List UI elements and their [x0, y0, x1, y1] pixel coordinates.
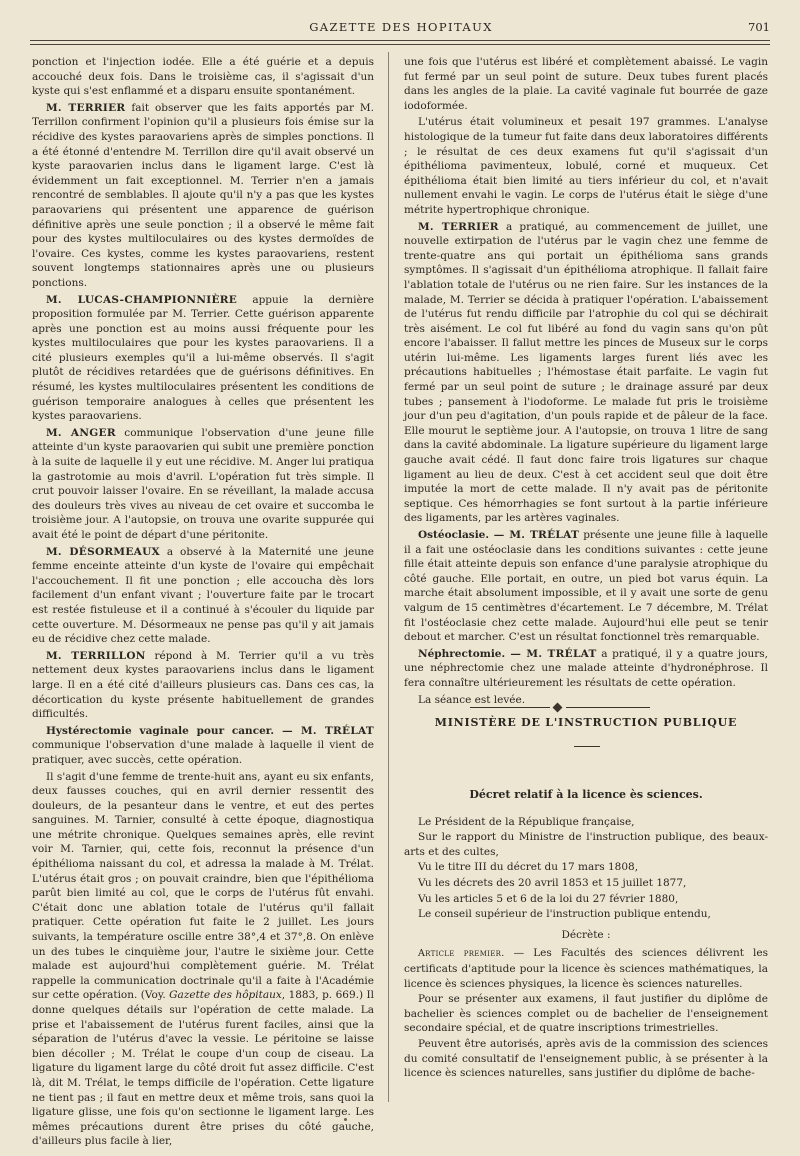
right-column: [404, 55, 768, 735]
journal-title: GAZETTE DES HOPITAUX: [309, 20, 493, 34]
page-number: 701: [748, 20, 770, 34]
paragraph: Vu le titre III du décret du 17 mars 1808,: [418, 861, 639, 874]
speaker-name: — M. TRÉLAT: [274, 724, 375, 737]
speaker-name: M. TERRIER: [418, 220, 499, 233]
section-heading: Ostéoclasie.: [418, 529, 490, 541]
speaker-name: — M. TRÉLAT: [489, 529, 580, 541]
speaker-name: M. LUCAS-CHAMPIONNIÈRE: [46, 293, 238, 306]
paragraph: Le conseil supérieur de l'instruction publique entendu,: [418, 908, 711, 921]
header-double-rule: [30, 40, 770, 45]
paragraph: Pour se présenter aux examens, il faut justifier du diplôme de bachelier ès sciences complet ou de bachelier de l'enseignement secondaire spécial, et de quatre inscriptions trimestrielles.: [404, 993, 768, 1035]
decrete-label: Décrète :: [561, 928, 611, 941]
paragraph: L'utérus était volumineux et pesait 197 grammes. L'analyse histologique de la tumeur fut faite dans deux laboratoires différents ; le résultat de ces deux examens fut qu'il s'agissait d'un épithélioma pavimenteux, lobulé, corné et muqueux. Cet épithélioma était bien limité au tiers inférieur du col, et n'avait nullement envahi le vagin. Le corps de l'utérus était le siège d'une métrite hypertrophique chronique.: [404, 116, 768, 216]
paragraph: M. LUCAS-CHAMPIONNIÈRE appuie la dernière proposition formulée par M. Terrier. Cette guérison apparente après une ponction est au moins aussi fréquente pour les kystes multiloculaires que pour les kystes paraovariens. Il a cité plusieurs exemples qu'il a lui-même observés. Il s'agit plutôt de récidives retardées que de guérisons définitives. En résumé, les kystes multiloculaires présentent les conditions de guérison temporaire analogues à celles que présentent les kystes paraovariens.: [32, 293, 374, 423]
paragraph: La séance est levée.: [418, 693, 526, 706]
citation: Gazette des hôpitaux: [169, 989, 282, 1002]
paragraph: M. TERRIER a pratiqué, au commencement de juillet, une nouvelle extirpation de l'utérus par le vagin chez une femme de trente-quatre ans qui portait un épithélioma sans grands symptômes. Il s'agissait d'un épithélioma atrophique. Il fallait faire l'ablation totale de l'utérus ou ne rien faire. Sur les instances de la malade, M. Terrier se décida à pratiquer l'opération. L'abaissement de l'utérus fut rendu difficile par l'atrophie du col qui se déchirait très aisément. Le col fut libéré au fond du vagin sans qu'on pût encore l'abaisser. Il fallut mettre les pinces de Museux sur le corps utérin lui-même. Les ligaments larges furent liés avec les précautions habituelles ; l'hémostase était parfaite. Le vagin fut fermé par un seul point de suture ; le drainage assuré par deux tubes ; pansement à l'iodoforme. Le malade fut pris le troisième jour d'un peu d'agitation, d'un pouls rapide et de pâleur de la face. Elle mourut le septième jour. A l'autopsie, on trouva 1 litre de sang dans la cavité abdominale. La ligature supérieure du ligament large gauche avait cédé. Il faut donc faire trois ligatures sur chaque ligament au lieu de deux. C'est à cet accident seul que doit être imputée la mort de cette malade. Il n'y avait pas de péritonite septique. Ces hémorrhagies se font surtout à la partie inférieure des ligaments, par les artères vaginales.: [404, 220, 769, 525]
decree-text: [404, 788, 768, 1108]
paragraph: ponction et l'injection iodée. Elle a été guérie et a depuis accouché deux fois. Dans le troisième cas, il s'agissait d'un kyste qui s'est enflammé et a disparu ensuite spontanément.: [32, 56, 374, 98]
section-heading: Néphrectomie.: [418, 647, 506, 660]
section-title: MINISTÈRE DE L'INSTRUCTION PUBLIQUE: [434, 716, 738, 729]
decree-title: Décret relatif à la licence ès sciences.: [469, 788, 703, 801]
speaker-name: M. TERRIER: [46, 101, 126, 114]
article-label: Article premier.: [418, 948, 505, 960]
paragraph: Il s'agit d'une femme de trente-huit ans, ayant eu six enfants, deux fausses couches, qui en avril dernier ressentit des douleurs, de la pesanteur dans le ventre, et eut des pertes sanguines. M. Tarnier, consulté à cette époque, diagnostiqua une métrite chronique. Quelques semaines après, elle revint voir M. Tarnier, qui, cette fois, reconnut la présence d'un épithélioma naissant du col, et adressa la malade à M. Trélat. L'utérus était gros ; on pouvait craindre, bien que l'épithélioma parût bien limité au col, que le corps de l'utérus fût envahi. C'était donc une ablation totale de l'utérus qu'il fallait pratiquer. Cette opération fut faite le 2 juillet. Les jours suivants, la température oscille entre 38°,4 et 37°,8. On enlève un des tubes le cinquième jour, l'autre le sixième jour. Cette malade est aujourd'hui complètement guérie. M. Trélat rappelle la communication doctrinale qu'il a faite à l'Académie sur cette opération. (Voy. Gazette des hôpitaux, 1883, p. 669.) Il donne quelques détails sur l'opération de cette malade. La prise et l'abaissement de l'utérus furent faciles, ainsi que la séparation de l'utérus d'avec la vessie. Le péritoine se laisse bien décoller ; M. Trélat le coupe d'un coup de ciseau. La ligature du ligament large du côté droit fut assez difficile. C'est là, dit M. Trélat, le temps difficile de l'opération. Cette ligature ne tient pas ; il faut en mettre deux et même trois, sans quoi la ligature glisse, une fois qu'on sectionne le ligament large. Les mêmes précautions durent être prises du côté gauche, d'ailleurs plus facile à lier,: [32, 770, 375, 1148]
paragraph: Vu les articles 5 et 6 de la loi du 27 février 1880,: [418, 892, 679, 905]
paragraph: Néphrectomie. — M. TRÉLAT a pratiqué, il y a quatre jours, une néphrectomie chez une malade atteinte d'hydronéphrose. Il fera connaître ultérieurement les résultats de cette opération.: [404, 647, 768, 689]
paragraph: Vu les décrets des 20 avril 1853 et 15 juillet 1877,: [418, 876, 687, 889]
paragraph: M. DÉSORMEAUX a observé à la Maternité une jeune femme enceinte atteinte d'un kyste de l'ovaire qui empêchait l'accouchement. Il fit une ponction ; elle accoucha dès lors facilement d'un enfant vivant ; l'ouverture faite par le trocart est restée fistuleuse et il a continué à s'écouler du liquide par cette ouverture. M. Désormeaux ne pense pas qu'il y ait jamais eu de récidive chez cette malade.: [32, 545, 374, 646]
paragraph: M. TERRILLON répond à M. Terrier qu'il a vu très nettement deux kystes paraovariens inclus dans le ligament large. Il en a été cité d'ailleurs plusieurs cas. Dans ces cas, la décortication du kyste présente habituellement de grandes difficultés.: [32, 649, 374, 721]
speaker-name: — M. TRÉLAT: [505, 647, 597, 660]
paragraph: une fois que l'utérus est libéré et complètement abaissé. Le vagin fut fermé par un seul point de suture. Deux tubes furent placés dans les angles de la plaie. La cavité vaginale fut bourrée de gaze iodoformée.: [404, 56, 768, 112]
section-heading: Hystérectomie vaginale pour cancer.: [46, 724, 274, 737]
paragraph: Le Président de la République française,: [418, 815, 635, 828]
paragraph: M. TERRIER fait observer que les faits apportés par M. Terrillon confirment l'opinion qu'il a plusieurs fois émise sur la récidive des kystes paraovariens après de simples ponctions. Il a été étonné d'entendre M. Terrillon dire qu'il avait observé un kyste paraovarien inclus dans le ligament large. C'est là évidemment un fait exceptionnel. M. Terrier n'en a jamais rencontré de semblables. Il ajoute qu'il n'y a pas que les kystes paraovariens qui présentent une apparence de guérison définitive après une seule ponction ; il a observé le même fait pour des kystes multiloculaires ou des kystes dermoïdes de l'ovaire. Ces kystes, comme les kystes paraovariens, restent souvent longtemps stationnaires après une ou plusieurs ponctions.: [32, 101, 374, 289]
ornamental-separator: [470, 704, 650, 712]
paragraph: M. ANGER communique l'observation d'une jeune fille atteinte d'un kyste paraovarien qui subit une première ponction à la suite de laquelle il y eut une récidive. M. Anger lui pratiqua la gastrotomie au mois d'avril. L'opération fut très simple. Il crut pouvoir laisser l'ovaire. En se réveillant, la malade accusa des douleurs très vives au niveau de cet ovaire et succomba le troisième jour. A l'autopsie, on trouva une ovarite suppurée qui avait été le point de départ d'une péritonite.: [32, 426, 374, 541]
speaker-name: M. ANGER: [46, 426, 116, 439]
paragraph: Hystérectomie vaginale pour cancer. — M. TRÉLAT communique l'observation d'une malade à laquelle il vient de pratiquer, avec succès, cette opération.: [32, 724, 375, 766]
speaker-name: M. DÉSORMEAUX: [46, 545, 161, 558]
diamond-ornament-icon: [553, 703, 563, 713]
paragraph: Ostéoclasie. — M. TRÉLAT présente une jeune fille à laquelle il a fait une ostéoclasie dans les conditions suivantes : cette jeune fille était atteinte depuis son enfance d'une paralysie atrophique du côté gauche. Elle portait, en outre, un pied bot varus équin. La marche était absolument impossible, et il y avait une sorte de genu valgum de 15 centimètres d'écartement. Le 7 décembre, M. Trélat fit l'ostéoclasie chez cette malade. Aujourd'hui elle peut se tenir debout et marcher. C'est un résultat fonctionnel très remarquable.: [404, 529, 768, 644]
print-speck: [344, 1118, 347, 1121]
paragraph: Sur le rapport du Ministre de l'instruction publique, des beaux-arts et des cultes,: [404, 831, 768, 858]
page-header: [32, 20, 770, 40]
paragraph: Peuvent être autorisés, après avis de la commission des sciences du comité consultatif de l'enseignement public, à se présenter à la licence ès sciences naturelles, sans justifier du diplôme de bache-: [404, 1037, 768, 1080]
column-divider: [388, 52, 389, 1102]
short-rule: [574, 746, 600, 747]
paragraph: Article premier. — Les Facultés des sciences délivrent les certificats d'aptitude pour la licence ès sciences mathématiques, la licence ès sciences physiques, la licence ès sciences naturelles.: [404, 947, 768, 990]
left-column: [32, 55, 375, 1148]
speaker-name: M. TERRILLON: [46, 649, 146, 662]
